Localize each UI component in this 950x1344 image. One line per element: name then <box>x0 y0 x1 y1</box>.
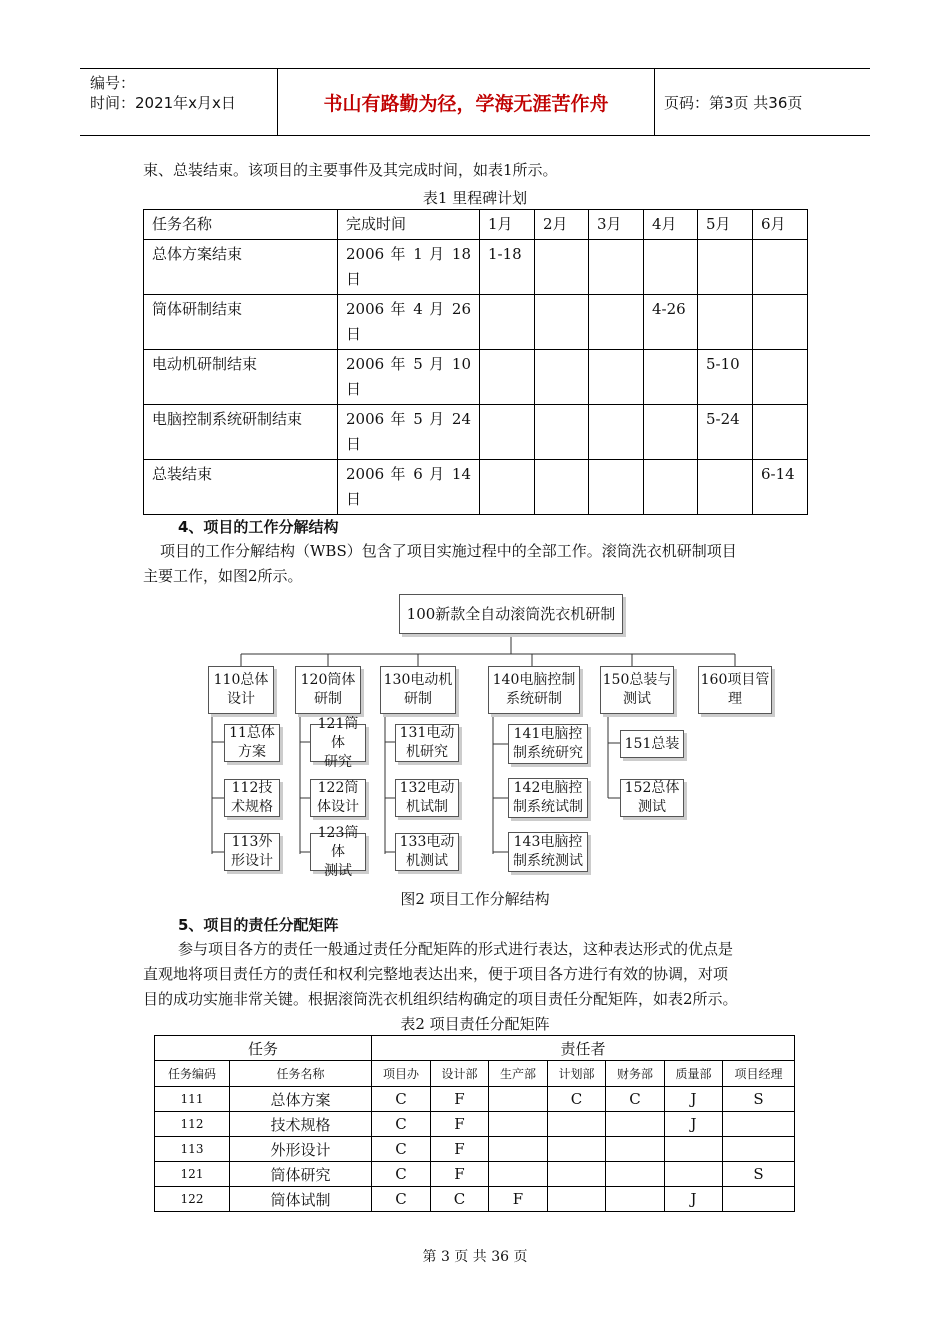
task-name-cell: 总装结束 <box>144 460 338 515</box>
header-cell: 设计部 <box>431 1061 489 1087</box>
resp-cell <box>606 1137 665 1162</box>
wbs-root-node: 100新款全自动滚筒洗衣机研制 <box>399 594 623 634</box>
resp-cell <box>665 1162 723 1187</box>
header-cell: 项目经理 <box>723 1061 795 1087</box>
resp-cell: F <box>431 1137 489 1162</box>
month-cell <box>535 350 589 405</box>
resp-cell <box>606 1162 665 1187</box>
resp-cell <box>606 1112 665 1137</box>
resp-cell <box>489 1162 548 1187</box>
wbs-node-110: 110总体 设计 <box>208 666 274 714</box>
wbs-node-130: 130电动机 研制 <box>380 666 456 714</box>
header-cell: 任务名称 <box>230 1061 372 1087</box>
wbs-node-141: 141电脑控 制系统研究 <box>508 724 588 764</box>
table-row <box>144 295 808 350</box>
wbs-node-133: 133电动 机测试 <box>395 833 459 871</box>
wbs-node-140: 140电脑控制 系统研制 <box>488 666 580 714</box>
resp-cell <box>548 1162 606 1187</box>
milestone-table <box>143 209 808 515</box>
month-cell <box>535 295 589 350</box>
resp-cell: J <box>665 1112 723 1137</box>
wbs-node-160: 160项目管 理 <box>698 666 772 714</box>
resp-cell <box>489 1087 548 1112</box>
time-cell: 2006 年 6 月 14 日 <box>338 460 480 515</box>
header-cell: 任务名称 <box>144 210 338 240</box>
time-cell: 2006 年 4 月 26 日 <box>338 295 480 350</box>
header-cell: 任务编码 <box>155 1061 230 1087</box>
header-cell: 完成时间 <box>338 210 480 240</box>
header-cell: 1月 <box>480 210 535 240</box>
month-cell: 5-10 <box>698 350 753 405</box>
month-cell <box>644 405 698 460</box>
task-name-cell: 筒体研究 <box>230 1162 372 1187</box>
month-cell: 5-24 <box>698 405 753 460</box>
wbs-node-113: 113外 形设计 <box>224 833 280 871</box>
header-cell: 生产部 <box>489 1061 548 1087</box>
month-cell: 6-14 <box>753 460 808 515</box>
wbs-node-120: 120筒体 研制 <box>295 666 361 714</box>
task-name-cell: 外形设计 <box>230 1137 372 1162</box>
month-cell <box>535 460 589 515</box>
resp-cell: C <box>372 1187 431 1212</box>
resp-cell <box>665 1137 723 1162</box>
table-row <box>144 460 808 515</box>
section5-line1: 参与项目各方的责任一般通过责任分配矩阵的形式进行表达，这种表达形式的优点是 <box>178 940 734 958</box>
month-cell: 1-18 <box>480 240 535 295</box>
table-header-row <box>155 1061 795 1087</box>
task-code-cell: 122 <box>155 1187 230 1212</box>
wbs-node-123: 123筒体 测试 <box>310 833 366 871</box>
table-row <box>144 240 808 295</box>
task-name-cell: 技术规格 <box>230 1112 372 1137</box>
resp-cell <box>723 1187 795 1212</box>
resp-cell <box>723 1137 795 1162</box>
resp-cell: F <box>431 1087 489 1112</box>
month-cell <box>480 350 535 405</box>
task-name-cell: 筒体研制结束 <box>144 295 338 350</box>
table-row <box>144 405 808 460</box>
intro-line: 束、总装结束。该项目的主要事件及其完成时间，如表1所示。 <box>143 161 558 179</box>
month-cell <box>644 350 698 405</box>
time-cell: 2006 年 5 月 10 日 <box>338 350 480 405</box>
resp-cell <box>548 1187 606 1212</box>
header-motto: 书山有路勤为径，学海无涯苦作舟 <box>278 69 655 135</box>
resp-cell: C <box>372 1162 431 1187</box>
resp-cell: C <box>372 1137 431 1162</box>
task-code-cell: 111 <box>155 1087 230 1112</box>
wbs-node-122: 122筒 体设计 <box>310 779 366 817</box>
resp-cell: C <box>548 1087 606 1112</box>
month-cell <box>644 240 698 295</box>
header-cell: 5月 <box>698 210 753 240</box>
resp-cell: F <box>431 1162 489 1187</box>
month-cell <box>753 295 808 350</box>
header-cell: 质量部 <box>665 1061 723 1087</box>
header-page-label: 页码：第3页 共36页 <box>664 93 803 112</box>
resp-cell: C <box>606 1087 665 1112</box>
header-cell: 项目办 <box>372 1061 431 1087</box>
month-cell <box>535 240 589 295</box>
header-cell: 4月 <box>644 210 698 240</box>
task-code-cell: 112 <box>155 1112 230 1137</box>
month-cell <box>589 350 644 405</box>
section4-heading: 4、项目的工作分解结构 <box>178 518 339 536</box>
month-cell <box>698 460 753 515</box>
task-name-cell: 总体方案 <box>230 1087 372 1112</box>
table-row <box>155 1112 795 1137</box>
group-responsible-cell: 责任者 <box>372 1036 795 1061</box>
resp-cell <box>606 1187 665 1212</box>
resp-cell: S <box>723 1087 795 1112</box>
wbs-diagram <box>200 590 780 880</box>
page-footer: 第 3 页 共 36 页 <box>422 1249 528 1265</box>
month-cell: 4-26 <box>644 295 698 350</box>
month-cell <box>589 460 644 515</box>
task-name-cell: 总体方案结束 <box>144 240 338 295</box>
wbs-node-152: 152总体 测试 <box>620 779 684 817</box>
table-header-row <box>144 210 808 240</box>
month-cell <box>589 405 644 460</box>
responsibility-matrix-table <box>154 1035 795 1212</box>
wbs-node-111: 11总体 方案 <box>224 724 280 762</box>
table-row <box>155 1162 795 1187</box>
page-header <box>80 68 870 136</box>
task-name-cell: 电动机研制结束 <box>144 350 338 405</box>
header-cell: 财务部 <box>606 1061 665 1087</box>
month-cell <box>589 295 644 350</box>
wbs-node-151: 151总装 <box>620 730 684 758</box>
resp-cell: J <box>665 1187 723 1212</box>
month-cell <box>753 350 808 405</box>
task-code-cell: 121 <box>155 1162 230 1187</box>
resp-cell: C <box>431 1187 489 1212</box>
number-label: 编号： <box>90 74 136 92</box>
section5-heading: 5、项目的责任分配矩阵 <box>178 916 339 934</box>
resp-cell: J <box>665 1087 723 1112</box>
resp-cell <box>548 1112 606 1137</box>
section5-line2: 直观地将项目责任方的责任和权利完整地表达出来，便于项目各方进行有效的协调，对项 <box>143 965 729 983</box>
month-cell <box>480 460 535 515</box>
resp-cell: F <box>431 1112 489 1137</box>
header-cell: 2月 <box>535 210 589 240</box>
section4-para-line1: 项目的工作分解结构（WBS）包含了项目实施过程中的全部工作。滚筒洗衣机研制项目 <box>160 542 737 560</box>
table-row <box>155 1137 795 1162</box>
wbs-node-132: 132电动 机试制 <box>395 779 459 817</box>
month-cell <box>480 405 535 460</box>
group-header-row <box>155 1036 795 1061</box>
figure2-caption: 图2 项目工作分解结构 <box>400 890 550 908</box>
resp-cell <box>723 1112 795 1137</box>
header-cell: 计划部 <box>548 1061 606 1087</box>
header-meta <box>80 69 278 135</box>
resp-cell <box>548 1137 606 1162</box>
table1-caption: 表1 里程碑计划 <box>422 189 528 207</box>
task-name-cell: 电脑控制系统研制结束 <box>144 405 338 460</box>
time-cell: 2006 年 5 月 24 日 <box>338 405 480 460</box>
section4-para-line2: 主要工作，如图2所示。 <box>143 567 303 585</box>
resp-cell <box>489 1137 548 1162</box>
month-cell <box>753 240 808 295</box>
table2-caption: 表2 项目责任分配矩阵 <box>400 1015 550 1033</box>
wbs-node-142: 142电脑控 制系统试制 <box>508 778 588 818</box>
table-row <box>155 1187 795 1212</box>
resp-cell: C <box>372 1112 431 1137</box>
wbs-node-143: 143电脑控 制系统测试 <box>508 832 588 872</box>
resp-cell: S <box>723 1162 795 1187</box>
month-cell <box>753 405 808 460</box>
group-task-cell: 任务 <box>155 1036 372 1061</box>
table-row <box>144 350 808 405</box>
wbs-node-150: 150总装与 测试 <box>600 666 674 714</box>
wbs-node-131: 131电动 机研究 <box>395 724 459 762</box>
header-cell: 6月 <box>753 210 808 240</box>
month-cell <box>535 405 589 460</box>
month-cell <box>644 460 698 515</box>
section5-line3: 目的成功实施非常关键。根据滚筒洗衣机组织结构确定的项目责任分配矩阵，如表2所示。 <box>143 990 738 1008</box>
header-cell: 3月 <box>589 210 644 240</box>
wbs-node-112: 112技 术规格 <box>224 779 280 817</box>
month-cell <box>698 240 753 295</box>
resp-cell: F <box>489 1187 548 1212</box>
time-label: 时间：2021年x月x日 <box>90 94 236 112</box>
resp-cell <box>489 1112 548 1137</box>
month-cell <box>480 295 535 350</box>
wbs-node-121: 121筒体 研究 <box>310 724 366 762</box>
resp-cell: C <box>372 1087 431 1112</box>
table-row <box>155 1087 795 1112</box>
task-code-cell: 113 <box>155 1137 230 1162</box>
month-cell <box>698 295 753 350</box>
month-cell <box>589 240 644 295</box>
time-cell: 2006 年 1 月 18 日 <box>338 240 480 295</box>
task-name-cell: 筒体试制 <box>230 1187 372 1212</box>
